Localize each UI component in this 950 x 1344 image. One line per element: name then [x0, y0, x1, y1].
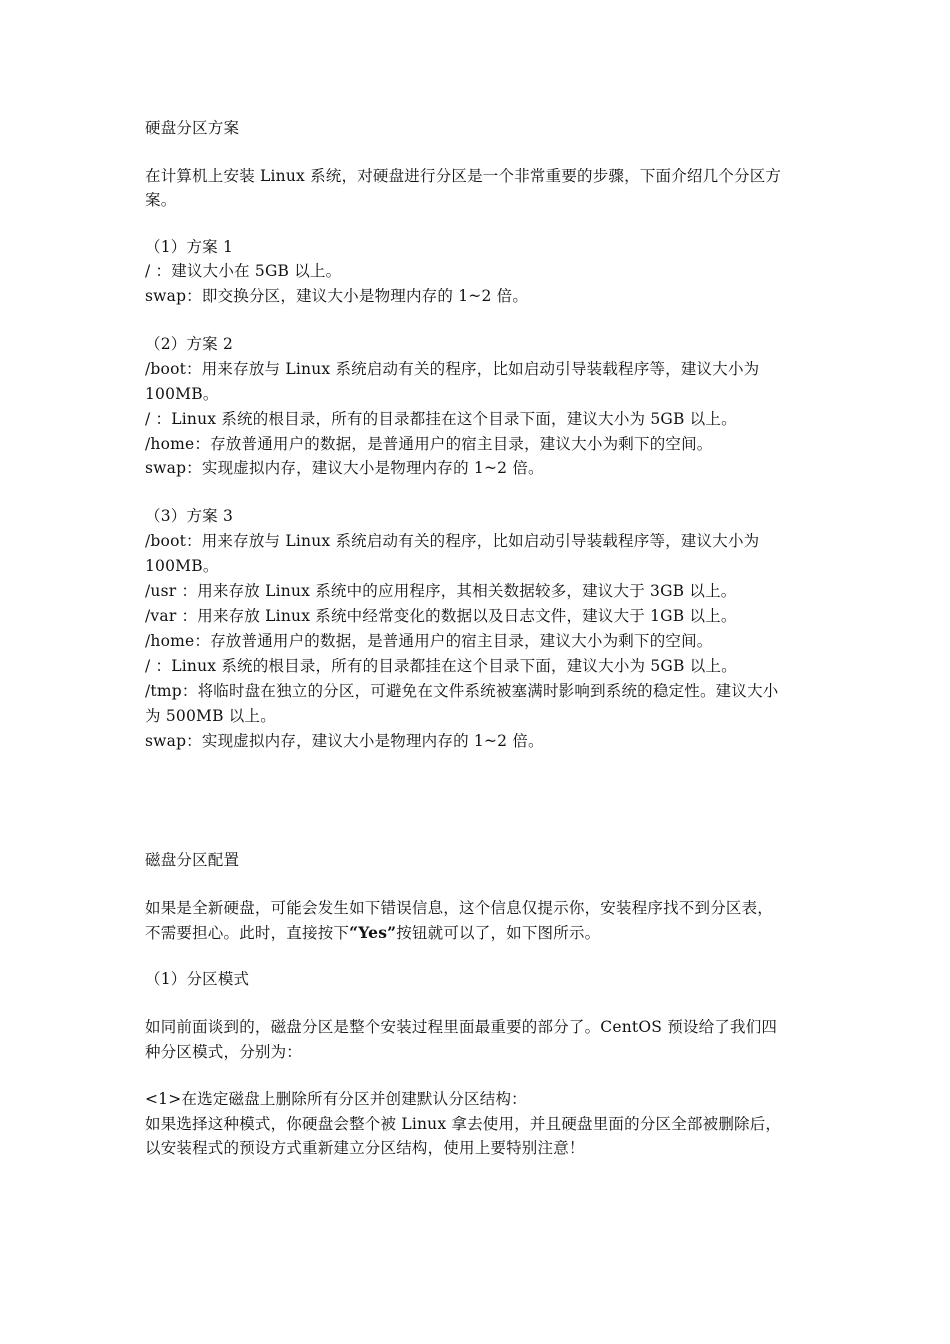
mode1-line-1: 如果选择这种模式，你硬盘会整个被 Linux 拿去使用，并且硬盘里面的分区全部被删除后， — [145, 1115, 782, 1133]
plan2-heading: （2）方案 2 — [145, 335, 234, 353]
plan3-line-root: / ：Linux 系统的根目录，所有的目录都挂在这个目录下面，建议大小为 5GB 以上。 — [145, 657, 737, 675]
plan3-line-boot: /boot：用来存放与 Linux 系统启动有关的程序，比如启动引导装载程序等，建议大小为 — [145, 532, 760, 550]
plan3-heading: （3）方案 3 — [145, 507, 234, 525]
plan3-line-usr: /usr ：用来存放 Linux 系统中的应用程序，其相关数据较多，建议大于 3GB 以上。 — [145, 582, 737, 600]
sub1-heading: （1）分区模式 — [145, 970, 250, 988]
para1-line-1: 如果是全新硬盘，可能会发生如下错误信息，这个信息仅提示你，安装程序找不到分区表， — [145, 899, 774, 917]
plan3-line-boot-size: 100MB。 — [145, 557, 219, 575]
para2-line-1: 如同前面谈到的，磁盘分区是整个安装过程里面最重要的部分了。CentOS 预设给了我们四 — [145, 1018, 778, 1036]
plan3-line-tmp: /tmp：将临时盘在独立的分区，可避免在文件系统被塞满时影响到系统的稳定性。建议大小 — [145, 682, 779, 700]
plan1-heading: （1）方案 1 — [145, 238, 234, 256]
plan3-line-home: /home：存放普通用户的数据，是普通用户的宿主目录，建议大小为剩下的空间。 — [145, 632, 713, 650]
para2-line-2: 种分区模式，分别为： — [145, 1043, 303, 1061]
para1-line-2 — [145, 923, 815, 943]
plan2-line-root: / ：Linux 系统的根目录，所有的目录都挂在这个目录下面，建议大小为 5GB 以上。 — [145, 410, 737, 428]
mode1-heading: <1>在选定磁盘上删除所有分区并创建默认分区结构： — [145, 1090, 527, 1108]
intro-line-1: 在计算机上安装 Linux 系统，对硬盘进行分区是一个非常重要的步骤，下面介绍几个分区方 — [145, 167, 782, 185]
plan2-line-swap: swap：实现虚拟内存，建议大小是物理内存的 1~2 倍。 — [145, 459, 544, 477]
plan1-line-swap: swap：即交换分区，建议大小是物理内存的 1~2 倍。 — [145, 287, 529, 305]
intro-line-2: 案。 — [145, 191, 177, 209]
plan3-line-tmp-size: 为 500MB 以上。 — [145, 707, 276, 725]
section-title-partition-plan: 硬盘分区方案 — [145, 119, 240, 137]
plan2-line-boot-size: 100MB。 — [145, 385, 219, 403]
para1-line-2-after: 按钮就可以了，如下图所示。 — [396, 924, 601, 942]
yes-button-label: “Yes” — [349, 923, 397, 942]
plan2-line-home: /home：存放普通用户的数据，是普通用户的宿主目录，建议大小为剩下的空间。 — [145, 435, 713, 453]
para1-line-2-before: 不需要担心。此时，直接按下 — [145, 924, 350, 942]
plan3-line-var: /var ：用来存放 Linux 系统中经常变化的数据以及日志文件，建议大于 1GB 以上。 — [145, 607, 737, 625]
plan3-line-swap: swap：实现虚拟内存，建议大小是物理内存的 1~2 倍。 — [145, 732, 544, 750]
plan1-line-root: / ：建议大小在 5GB 以上。 — [145, 262, 342, 280]
plan2-line-boot: /boot：用来存放与 Linux 系统启动有关的程序，比如启动引导装载程序等，建议大小为 — [145, 360, 760, 378]
mode1-line-2: 以安装程式的预设方式重新建立分区结构，使用上要特别注意！ — [145, 1139, 585, 1157]
section-title-partition-config: 磁盘分区配置 — [145, 851, 240, 869]
